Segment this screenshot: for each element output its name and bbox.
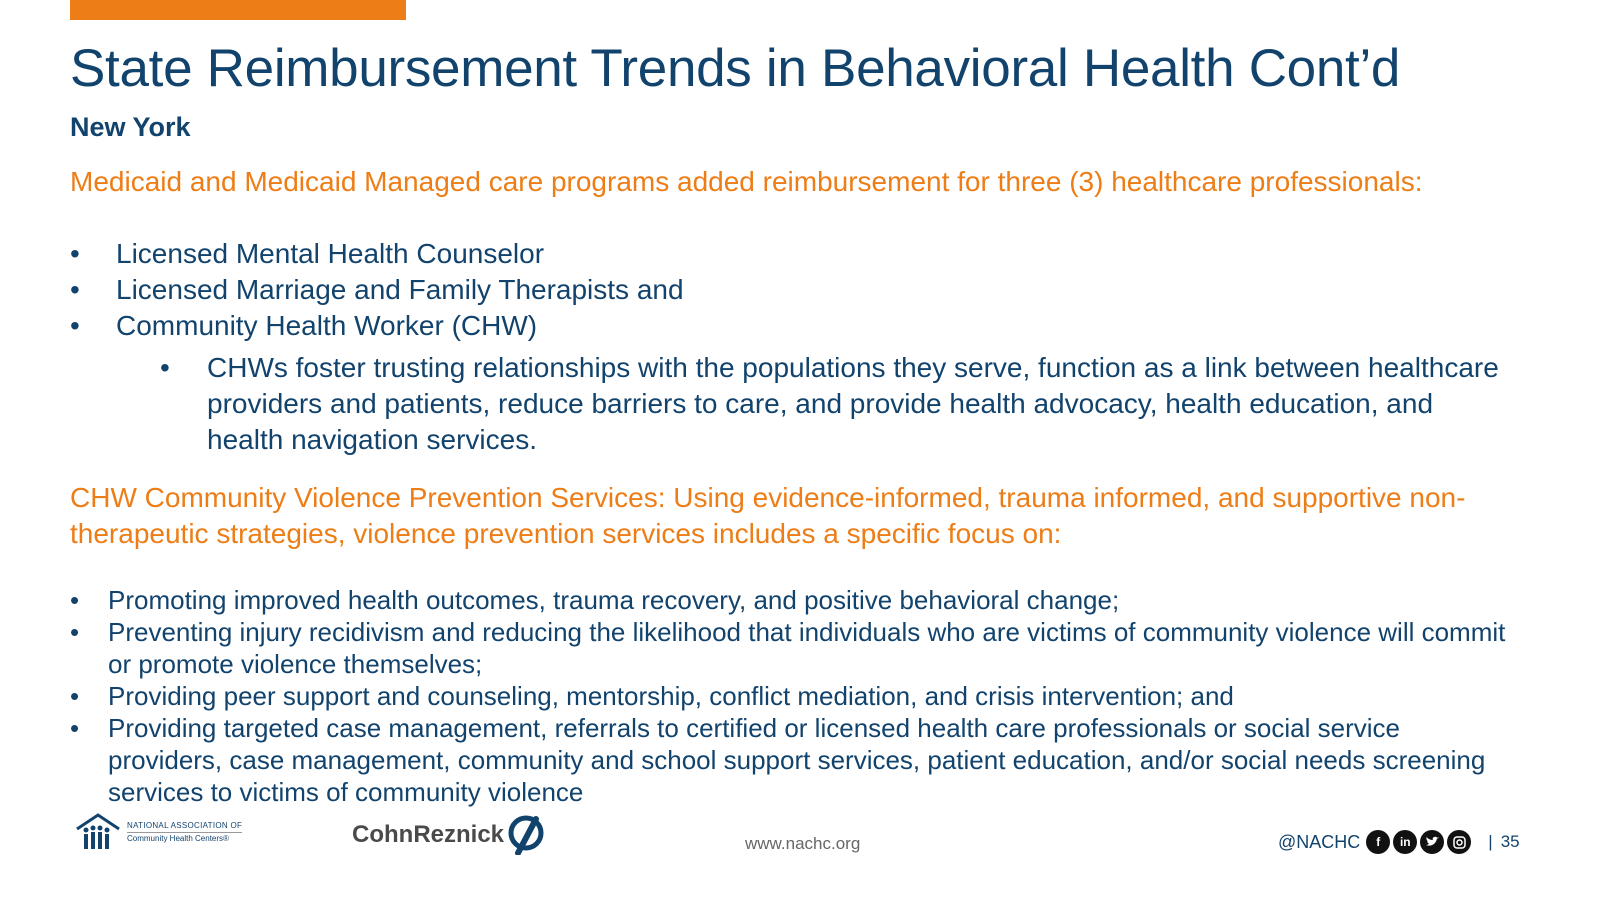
instagram-icon[interactable]: [1447, 830, 1471, 854]
nachc-house-icon: [75, 813, 121, 851]
page-number: 35: [1500, 832, 1520, 851]
registered-mark: ®: [223, 834, 229, 843]
professionals-list: [70, 236, 1490, 344]
list-item: • Licensed Marriage and Family Therapists and: [70, 272, 1490, 308]
slide-title: State Reimbursement Trends in Behavioral Health Cont’d: [70, 39, 1401, 98]
chw-detail-item: • CHWs foster trusting relationships with the populations they serve, function as a link between healthcare providers and patients, reduce barriers to care, and provide health advocacy, health education, and health navigation services.: [160, 350, 1505, 458]
page-separator: |: [1488, 832, 1493, 851]
intro-text: Medicaid and Medicaid Managed care programs added reimbursement for three (3) healthcare professionals:: [70, 166, 1423, 197]
nachc-logo: [75, 808, 255, 856]
facebook-icon[interactable]: f: [1366, 830, 1390, 854]
list-item: • Community Health Worker (CHW): [70, 308, 1490, 344]
chw-detail-list: [160, 350, 1505, 458]
nachc-name-line2: Community Health Centers: [127, 834, 224, 843]
focus-list: [70, 584, 1510, 808]
accent-bar: [70, 0, 406, 20]
list-item: • Providing targeted case management, referrals to certified or licensed health care professionals or social service providers, case management, community and school support services, patient education, and/or social needs screening services to victims of community violence: [70, 712, 1510, 808]
list-item: • Providing peer support and counseling, mentorship, conflict mediation, and crisis intervention; and: [70, 680, 1510, 712]
list-item: • Promoting improved health outcomes, trauma recovery, and positive behavioral change;: [70, 584, 1510, 616]
linkedin-icon[interactable]: in: [1393, 830, 1417, 854]
social-handle: @NACHC: [1278, 831, 1361, 852]
social-bar: [1278, 830, 1520, 854]
website-link[interactable]: www.nachc.org: [745, 834, 861, 853]
twitter-icon[interactable]: [1420, 830, 1444, 854]
chw-heading: CHW Community Violence Prevention Services: Using evidence-informed, trauma informed, and supportive non-therapeutic strategies, violence prevention services includes a specific focus on:: [70, 482, 1466, 549]
cohnreznick-label: CohnReznick: [352, 821, 505, 848]
cohnreznick-mark-icon: [504, 815, 544, 855]
list-item: • Preventing injury recidivism and reducing the likelihood that individuals who are victims of community violence will commit or promote violence themselves;: [70, 616, 1510, 680]
nachc-name-line1: NATIONAL ASSOCIATION OF: [127, 820, 242, 833]
cohnreznick-logo: [352, 815, 544, 855]
slide-subtitle: New York: [70, 112, 191, 142]
list-item: • Licensed Mental Health Counselor: [70, 236, 1490, 272]
